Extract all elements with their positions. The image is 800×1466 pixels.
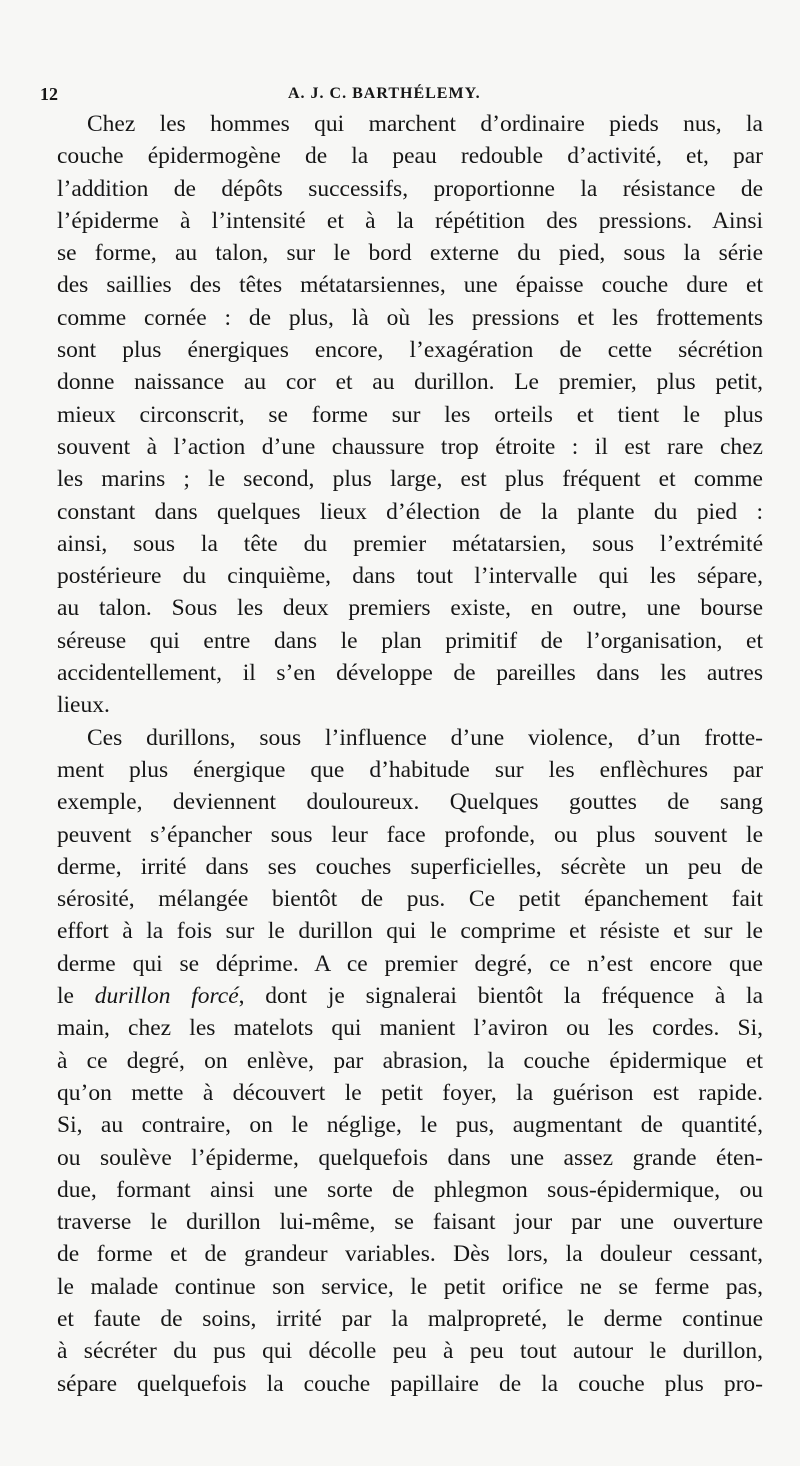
text-line: des saillies des têtes métatarsiennes, une épaisse couche dure et [57,272,763,299]
text-line: derme, irrité dans ses couches superficielles, sécrète un peu de [57,853,763,880]
text-line: ainsi, sous la tête du premier métatarsien, sous l’extrémité [57,530,763,557]
line-suffix: , dont je signalerai bientôt la fréquence à la [238,983,763,1010]
text-line: sont plus énergiques encore, l’exagération de cette sécrétion [57,337,763,364]
text-line: Ces durillons, sous l’influence d’une violence, d’un frotte- [87,724,763,751]
text-line: exemple, deviennent douloureux. Quelques gouttes de sang [57,789,763,816]
text-line: ou soulève l’épiderme, quelquefois dans une assez grande éten- [57,1144,763,1171]
text-line: peuvent s’épancher sous leur face profonde, ou plus souvent le [57,821,763,848]
text-line: séreuse qui entre dans le plan primitif de l’organisation, et [57,627,763,654]
text-line: postérieure du cinquième, dans tout l’intervalle qui les sépare, [57,563,763,590]
text-line: à ce degré, on enlève, par abrasion, la couche épidermique et [57,1047,763,1074]
text-line: le malade continue son service, le petit orifice ne se ferme pas, [57,1273,763,1300]
text-line: mieux circonscrit, se forme sur les orteils et tient le plus [57,401,763,428]
text-line: l’addition de dépôts successifs, proportionne la résistance de [57,175,763,202]
text-line: sérosité, mélangée bientôt de pus. Ce petit épanchement fait [57,886,763,913]
text-line: souvent à l’action d’une chaussure trop étroite : il est rare chez [57,433,763,460]
text-line: derme qui se déprime. A ce premier degré, ce n’est encore que [57,950,763,977]
body-text [57,108,763,1400]
text-line: effort à la fois sur le durillon qui le comprime et résiste et sur le [57,918,763,945]
line-prefix: le [57,983,95,1010]
text-line: main, chez les matelots qui manient l’aviron ou les cordes. Si, [57,1015,763,1042]
text-line: comme cornée : de plus, là où les pressions et les frottements [57,304,763,331]
text-line: due, formant ainsi une sorte de phlegmon sous-épidermique, ou [57,1176,763,1203]
text-line: et faute de soins, irrité par la malpropreté, le derme continue [57,1305,763,1332]
paragraph-2 [57,722,763,1400]
text-line-with-emphasis [57,980,763,1012]
text-line: les marins ; le second, plus large, est plus fréquent et comme [57,466,763,493]
text-line: de forme et de grandeur variables. Dès lors, la douleur cessant, [57,1241,763,1268]
text-line: se forme, au talon, sur le bord externe du pied, sous la série [57,240,763,267]
text-line: couche épidermogène de la peau redouble d’activité, et, par [57,143,763,170]
text-line: donne naissance au cor et au durillon. Le premier, plus petit, [57,369,763,396]
text-line: l’épiderme à l’intensité et à la répétition des pressions. Ainsi [57,207,763,234]
running-head [40,84,760,108]
text-line: au talon. Sous les deux premiers existe, en outre, une bourse [57,595,763,622]
text-line: Chez les hommes qui marchent d’ordinaire pieds nus, la [87,111,763,137]
text-line: traverse le durillon lui-même, se faisant jour par une ouverture [57,1209,763,1236]
author-header: A. J. C. BARTHÉLEMY. [288,85,481,102]
text-line: accidentellement, il s’en développe de pareilles dans les autres [57,660,763,687]
text-line: Si, au contraire, on le néglige, le pus, augmentant de quantité, [57,1112,763,1139]
text-line: ment plus énergique que d’habitude sur les enflèchures par [57,756,763,783]
text-line: lieux. [57,692,110,719]
page-number: 12 [40,84,58,104]
text-line: à sécréter du pus qui décolle peu à peu tout autour le durillon, [57,1338,763,1365]
text-line: sépare quelquefois la couche papillaire de la couche plus pro- [57,1370,763,1397]
text-line: constant dans quelques lieux d’élection de la plante du pied : [57,498,763,525]
text-line: qu’on mette à découvert le petit foyer, la guérison est rapide. [57,1079,763,1106]
emphasis-term: durillon forcé [94,983,239,1010]
paragraph-1 [57,108,763,722]
